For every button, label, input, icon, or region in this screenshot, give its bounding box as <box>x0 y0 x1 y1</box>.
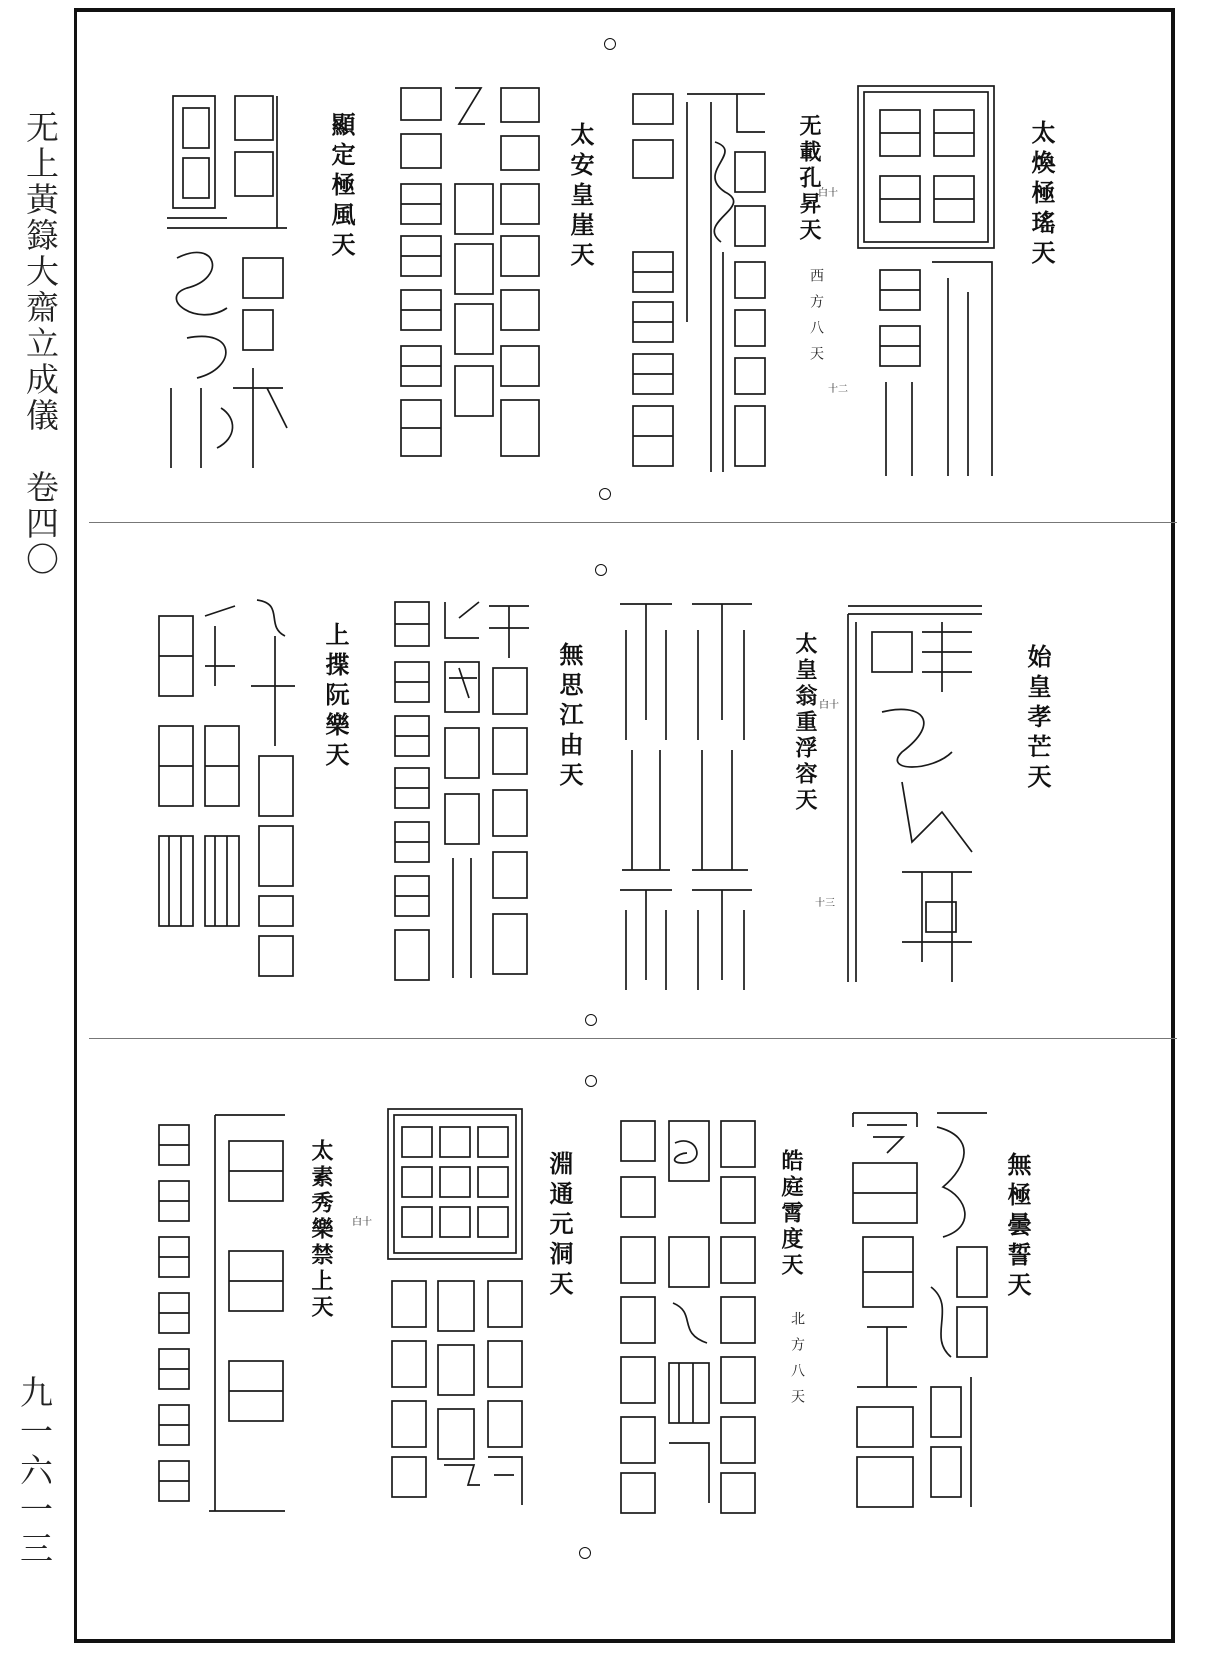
heaven-label: 皓庭霄度天 <box>778 1149 804 1279</box>
talisman-panel-3 <box>77 1097 1171 1643</box>
seal-script-talisman <box>397 84 547 474</box>
ring-mark <box>604 38 616 50</box>
heaven-label: 淵通元洞天 <box>545 1151 574 1301</box>
talisman-panel-1 <box>77 12 1171 552</box>
heaven-label: 無思江由天 <box>555 642 584 792</box>
ring-mark <box>599 488 611 500</box>
seal-script-talisman <box>384 1105 534 1505</box>
heaven-label: 始皇孝芒天 <box>1023 644 1052 794</box>
seal-script-talisman <box>852 82 1002 482</box>
annotation-note: 白十 <box>818 188 838 199</box>
region-note: 北方八天 <box>789 1311 805 1415</box>
talisman-panel-2 <box>77 554 1171 1097</box>
seal-script-talisman <box>617 1113 767 1513</box>
heaven-label: 太素秀樂禁上天 <box>308 1139 334 1321</box>
seal-script-talisman <box>842 602 992 992</box>
panel-divider <box>89 522 1177 523</box>
seal-script-talisman <box>847 1107 997 1517</box>
ring-mark <box>585 1014 597 1026</box>
heaven-label: 顯定極風天 <box>327 112 356 262</box>
panel-divider <box>89 1038 1177 1039</box>
page-number: 九一六一三 <box>15 1375 54 1570</box>
annotation-note: 白十 <box>352 1217 372 1228</box>
heaven-label: 太皇翁重浮容天 <box>792 632 818 814</box>
seal-script-talisman <box>612 600 762 990</box>
running-title: 无上黃籙大齋立成儀 卷四〇 <box>21 110 60 578</box>
page-frame <box>74 8 1175 1643</box>
seal-script-talisman <box>155 1111 305 1511</box>
seal-script-talisman <box>389 598 539 988</box>
ring-mark <box>585 1075 597 1087</box>
annotation-note: 十二 <box>828 384 848 395</box>
heaven-label: 太煥極瑤天 <box>1027 120 1056 270</box>
ring-mark <box>595 564 607 576</box>
ring-mark <box>579 1547 591 1559</box>
seal-script-talisman <box>157 88 307 478</box>
annotation-note: 十三 <box>815 898 835 909</box>
annotation-note: 白十 <box>819 700 839 711</box>
heaven-label: 无載孔昇天 <box>796 114 822 244</box>
seal-script-talisman <box>155 596 305 986</box>
region-note: 西方八天 <box>808 268 824 372</box>
heaven-label: 上揲阮樂天 <box>321 622 350 772</box>
heaven-label: 無極曇誓天 <box>1003 1152 1032 1302</box>
heaven-label: 太安皇崖天 <box>566 122 595 272</box>
seal-script-talisman <box>625 92 775 482</box>
